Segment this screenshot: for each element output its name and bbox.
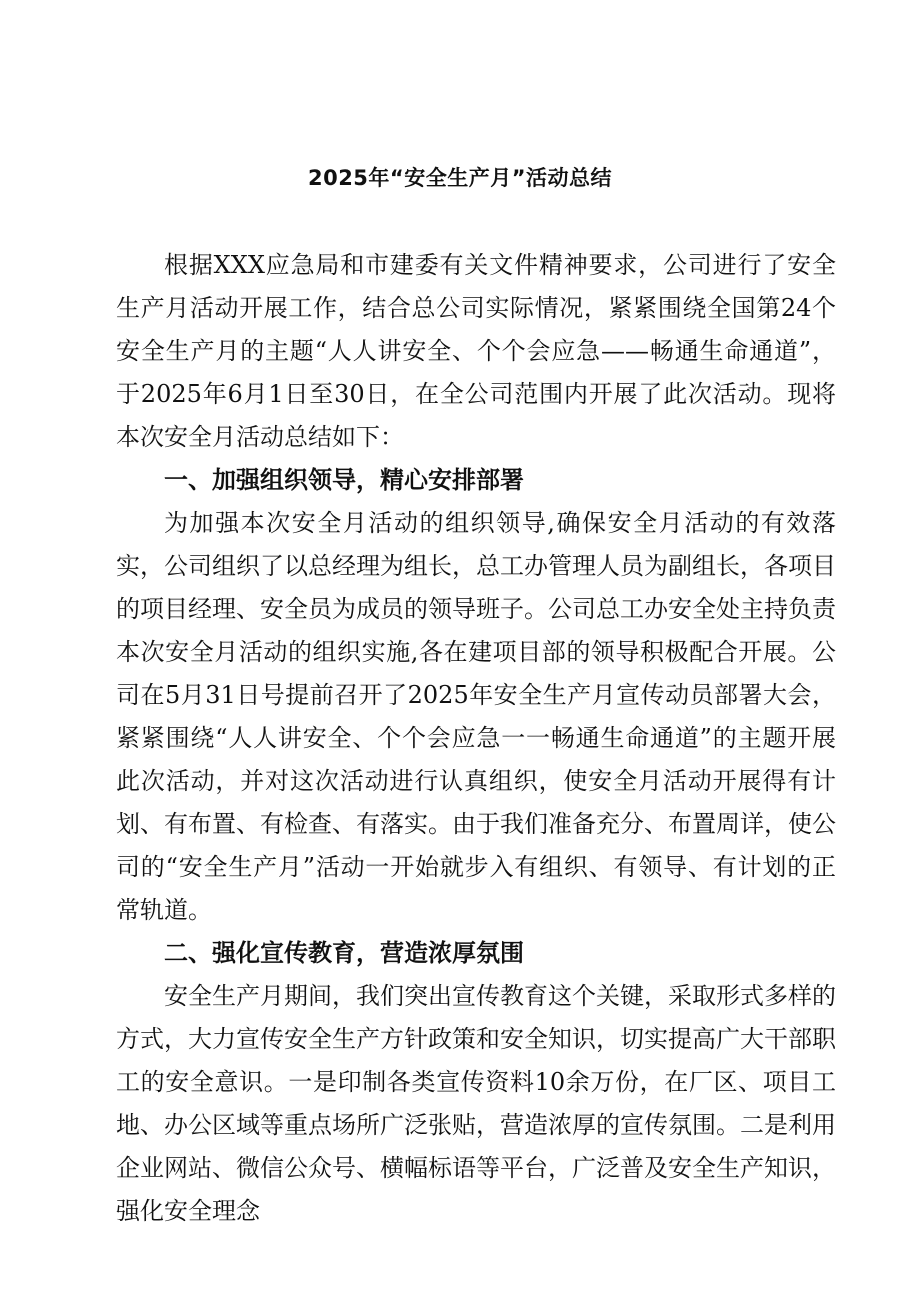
- section-heading-2: 二、强化宣传教育，营造浓厚氛围: [164, 939, 524, 967]
- section-paragraph-2: 安全生产月期间，我们突出宣传教育这个关键，采取形式多样的方式，大力宣传安全生产方针政策和安全知识，切实提高广大干部职工的安全意识。一是印制各类宣传资料10余万份，在厂区、项目工地、办公区域等重点场所广泛张贴，营造浓厚的宣传氛围。二是利用企业网站、微信公众号、横幅标语等平台，广泛普及安全生产知识，强化安全理念: [116, 982, 836, 1225]
- intro-paragraph: 根据XXX应急局和市建委有关文件精神要求，公司进行了安全生产月活动开展工作，结合总公司实际情况，紧紧围绕全国第24个安全生产月的主题“人人讲安全、个个会应急——畅通生命通道”，于2025年6月1日至30日，在全公司范围内开展了此次活动。现将本次安全月活动总结如下：: [116, 251, 836, 451]
- section-paragraph-1: 为加强本次安全月活动的组织领导,确保安全月活动的有效落实，公司组织了以总经理为组长，总工办管理人员为副组长，各项目的项目经理、安全员为成员的领导班子。公司总工办安全处主持负责本次安全月活动的组织实施,各在建项目部的领导积极配合开展。公司在5月31日号提前召开了2025年安全生产月宣传动员部署大会，紧紧围绕“人人讲安全、个个会应急一一畅通生命通道”的主题开展此次活动，并对这次活动进行认真组织，使安全月活动开展得有计划、有布置、有检查、有落实。由于我们准备充分、布置周详，使公司的“安全生产月”活动一开始就步入有组织、有领导、有计划的正常轨道。: [116, 509, 836, 924]
- section-heading-1: 一、加强组织领导，精心安排部署: [164, 466, 524, 494]
- document-body: [116, 244, 836, 1233]
- document-title: 2025年“安全生产月”活动总结: [307, 166, 613, 190]
